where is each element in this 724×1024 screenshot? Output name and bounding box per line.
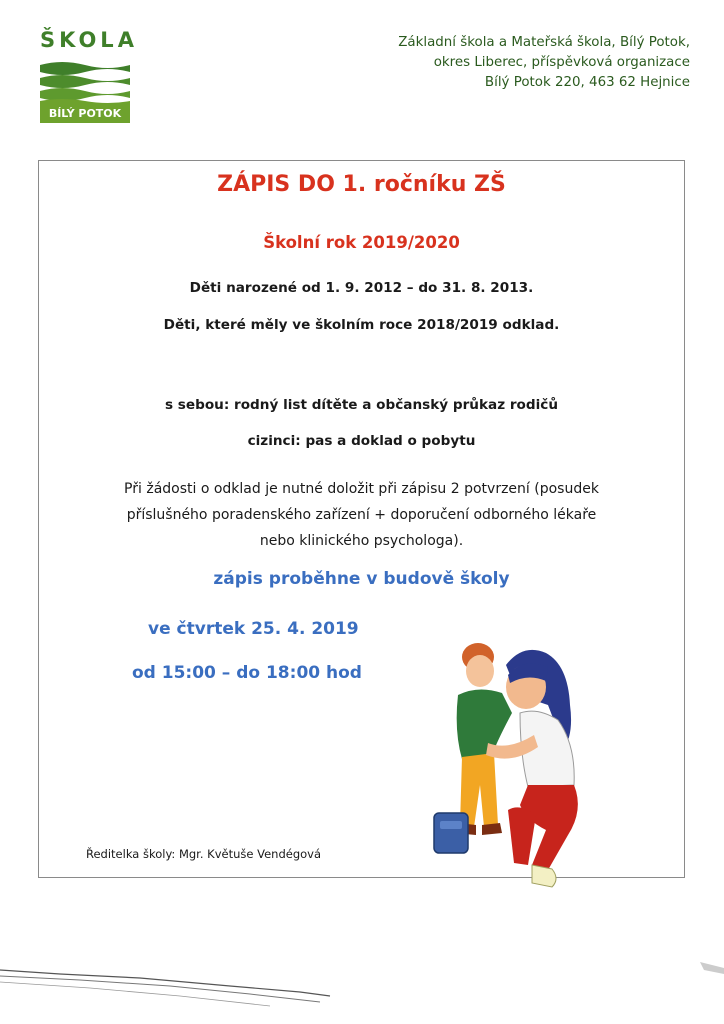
paragraph-line: příslušného poradenského zařízení + doporučení odborného lékaře <box>126 507 597 523</box>
deferral-paragraph <box>38 476 685 554</box>
notice-title: ZÁPIS DO 1. ročníku ZŠ <box>217 172 506 197</box>
scan-artifact <box>0 962 724 1022</box>
school-address <box>398 33 690 93</box>
enrollment-date: ve čtvrtek 25. 4. 2019 <box>148 619 359 639</box>
principal-signature: Ředitelka školy: Mgr. Květuše Vendégová <box>86 847 322 861</box>
enrollment-time: od 15:00 – do 18:00 hod <box>132 663 362 683</box>
school-logo <box>40 28 138 120</box>
foreigners-documents-line: cizinci: pas a doklad o pobytu <box>247 433 476 449</box>
eligible-children-line: Děti narozené od 1. 9. 2012 – do 31. 8. 2013. <box>189 280 534 296</box>
address-line-1: Základní škola a Mateřská škola, Bílý Potok, <box>398 35 690 50</box>
documents-to-bring-line: s sebou: rodný list dítěte a občanský průkaz rodičů <box>164 397 559 413</box>
paragraph-line: Při žádosti o odklad je nutné doložit při zápisu 2 potvrzení (posudek <box>124 481 599 497</box>
enrollment-place: zápis proběhne v budově školy <box>213 569 510 589</box>
paragraph-line: nebo klinického psychologa). <box>259 533 464 549</box>
logo-word: ŠKOLA <box>40 28 138 52</box>
logo-waves-icon <box>40 61 130 105</box>
mother-hugging-child-illustration <box>428 635 598 895</box>
deferral-children-line: Děti, které měly ve školním roce 2018/2019 odklad. <box>163 317 560 333</box>
logo-subtitle: BÍLÝ POTOK <box>40 105 130 123</box>
address-line-2: okres Liberec, příspěvková organizace <box>433 55 690 70</box>
school-year: Školní rok 2019/2020 <box>263 233 460 252</box>
address-line-3: Bílý Potok 220, 463 62 Hejnice <box>484 75 690 90</box>
